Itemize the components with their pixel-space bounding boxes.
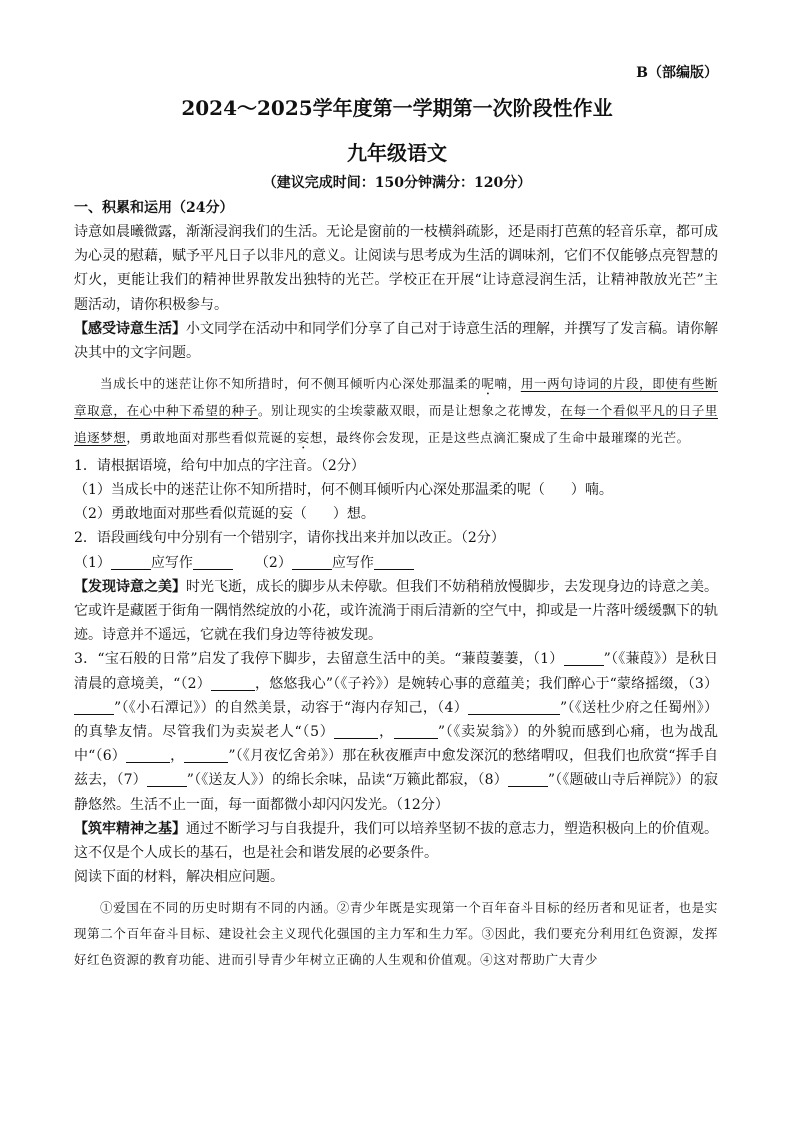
part3-instruction: 阅读下面的材料，解决相应问题。 <box>74 869 284 886</box>
speech-text: 当成长中的迷茫让你不知所措时，何不侧耳倾听内心深处那温柔的 <box>100 376 482 392</box>
q3-text: ， <box>378 723 394 740</box>
answer-blank[interactable] <box>74 698 114 715</box>
answer-blank[interactable] <box>508 770 548 787</box>
part1-text: 小文同学在活动中和同学们分享了自己对于诗意生活的理解，并撰写了发言稿。请你解决其中的文字问题。 <box>74 320 718 362</box>
speech-text: 喃， <box>494 376 521 392</box>
part1-paragraph <box>74 317 718 365</box>
q1-stem: 1．请根据语境，给句中加点的字注音。（2分） <box>74 457 365 474</box>
q3-text: ，悠悠我心”（《子衿》）是婉转心事的意蕴美；我们醉心于“蒙络摇缀，（3） <box>254 675 718 692</box>
answer-blank[interactable] <box>184 746 228 763</box>
part2-paragraph <box>74 575 718 648</box>
part3-paragraph <box>74 817 718 865</box>
q3-text: ”（《题破山寺后禅院》）的寂静悠然。生活不止一面，每一面都微小却闪闪发光。（12分） <box>74 772 718 813</box>
q3-text: ”（《月夜忆舍弟》）那在秋夜雁声中愈发深沉的愁绪喟叹，但我们也欣赏“挥手自兹去，（7） <box>74 748 718 789</box>
underlined-sentence-1: 用一两句诗词的片段，即使有些断章取意，在心中种下希望的种子 <box>74 376 719 419</box>
answer-blank[interactable] <box>564 649 604 666</box>
q2-num: （2） <box>254 554 292 571</box>
q2-stem: 2．语段画线句中分别有一个错别字，请你找出来并加以改正。（2分） <box>74 530 505 547</box>
answer-blank[interactable] <box>111 553 151 570</box>
section-intro: 诗意如晨曦微露，渐渐浸润我们的生活。无论是窗前的一枝横斜疏影，还是雨打芭蕉的轻音乐章，都可成为心灵的慰藉，赋予平凡日子以非凡的意义。让阅读与思考成为生活的调味剂，它们不仅能够点亮智慧的灯火，更能让我们的精神世界散发出独特的光芒。学校正在开展“让诗意浸润生活，让精神散放光芒”主题活动，请你积极参与。 <box>74 224 718 313</box>
q1-item2-end: ）想。 <box>332 506 375 523</box>
reading-material: ①爱国在不同的历史时期有不同的内涵。②青少年既是实现第一个百年奋斗目标的经历者和见证者，也是实现第二个百年奋斗目标、建设社会主义现代化强国的主力军和生力军。③因此，我们要充分利用红色资源，发挥好红色资源的教育功能、进而引导青少年树立正确的人生观和价值观。④这对帮助广大青少 <box>74 900 718 968</box>
part3-tag: 【筑牢精神之基】 <box>74 820 186 837</box>
part3-text: 通过不断学习与自我提升，我们可以培养坚韧不拔的意志力，塑造积极向上的价值观。这不仅是个人成长的基石，也是社会和谐发展的必要条件。 <box>74 820 718 861</box>
q1-item1 <box>74 478 718 502</box>
q2-should: 应写作 <box>331 554 374 571</box>
q3-text: ”（《小石潭记》）的自然美景，动容于“海内存知己，（4） <box>114 699 469 716</box>
answer-blank[interactable] <box>374 553 414 570</box>
part2-tag: 【发现诗意之美】 <box>74 578 186 595</box>
q3-text: ”（《蒹葭》）是秋日清晨的意境美，“（2） <box>74 651 718 692</box>
speech-draft <box>74 371 718 452</box>
q3-text: ”（《送友人》）的绵长余味，品读“万籁此都寂，（8） <box>186 772 508 789</box>
part2-text: 时光飞逝，成长的脚步从未停歇。但我们不妨稍稍放慢脚步，去发现身边的诗意之美。它或许是藏匿于街角一隅悄然绽放的小花，或许流淌于雨后清新的空气中，抑或是一片落叶缓缓飘下的轨迹。诗意并不遥远，它就在我们身边等待被发现。 <box>74 578 718 644</box>
underlined-sentence-2: 在每一个看似平凡的日子里追逐梦想 <box>74 403 718 445</box>
q3-paragraph <box>74 647 718 816</box>
version-label: B（部编版） <box>636 65 718 81</box>
dotted-char: 呢 <box>481 376 495 392</box>
exam-title: 2024～2025学年度第一学期第一次阶段性作业 <box>181 96 613 120</box>
part1-tag: 【感受诗意生活】 <box>74 320 186 337</box>
q2-answers <box>74 551 718 575</box>
speech-text: ，勇敢地面对那些看似荒诞的 <box>126 429 297 445</box>
section-heading: 一、积累和运用（24分） <box>74 200 234 216</box>
q2-num: （1） <box>74 554 111 571</box>
dotted-char: 妄 <box>296 429 310 445</box>
answer-blank[interactable] <box>147 770 187 787</box>
q3-text: ”（《卖炭翁》）的外貌而感到心痛，也为战乱中“（6） <box>74 723 719 765</box>
answer-blank[interactable] <box>126 746 170 763</box>
exam-info: （建议完成时间：150分钟满分：120分） <box>262 175 532 191</box>
q3-text: 3．“宝石般的日常”启发了我停下脚步，去留意生活中的美。“蒹葭萋萋，（1） <box>74 651 564 668</box>
q1-item2 <box>74 502 718 526</box>
answer-blank[interactable] <box>292 553 332 570</box>
answer-blank[interactable] <box>468 698 560 715</box>
q1-item1-end: ）喃。 <box>570 481 613 498</box>
q1-item1-text: （1）当成长中的迷茫让你不知所措时，何不侧耳倾听内心深处那温柔的呢（ <box>74 481 545 498</box>
exam-content <box>74 196 718 973</box>
answer-blank[interactable] <box>193 553 233 570</box>
speech-text: 想，最终你会发现，正是这些点滴汇聚成了生命中最璀璨的光芒。 <box>309 429 690 445</box>
q1-item2-text: （2）勇敢地面对那些看似荒诞的妄（ <box>74 506 307 523</box>
answer-blank[interactable] <box>211 674 255 691</box>
subject-title: 九年级语文 <box>347 141 447 165</box>
q3-text: ”（《送杜少府之任蜀州》）的真挚友情。尽管我们为卖炭老人“（5） <box>74 699 718 740</box>
answer-blank[interactable] <box>394 722 438 739</box>
q3-text: ， <box>169 748 185 765</box>
answer-blank[interactable] <box>334 722 378 739</box>
speech-text: 。别让现实的尘埃蒙蔽双眼，而是让想象之花博发， <box>258 403 561 419</box>
q2-should: 应写作 <box>150 554 193 571</box>
